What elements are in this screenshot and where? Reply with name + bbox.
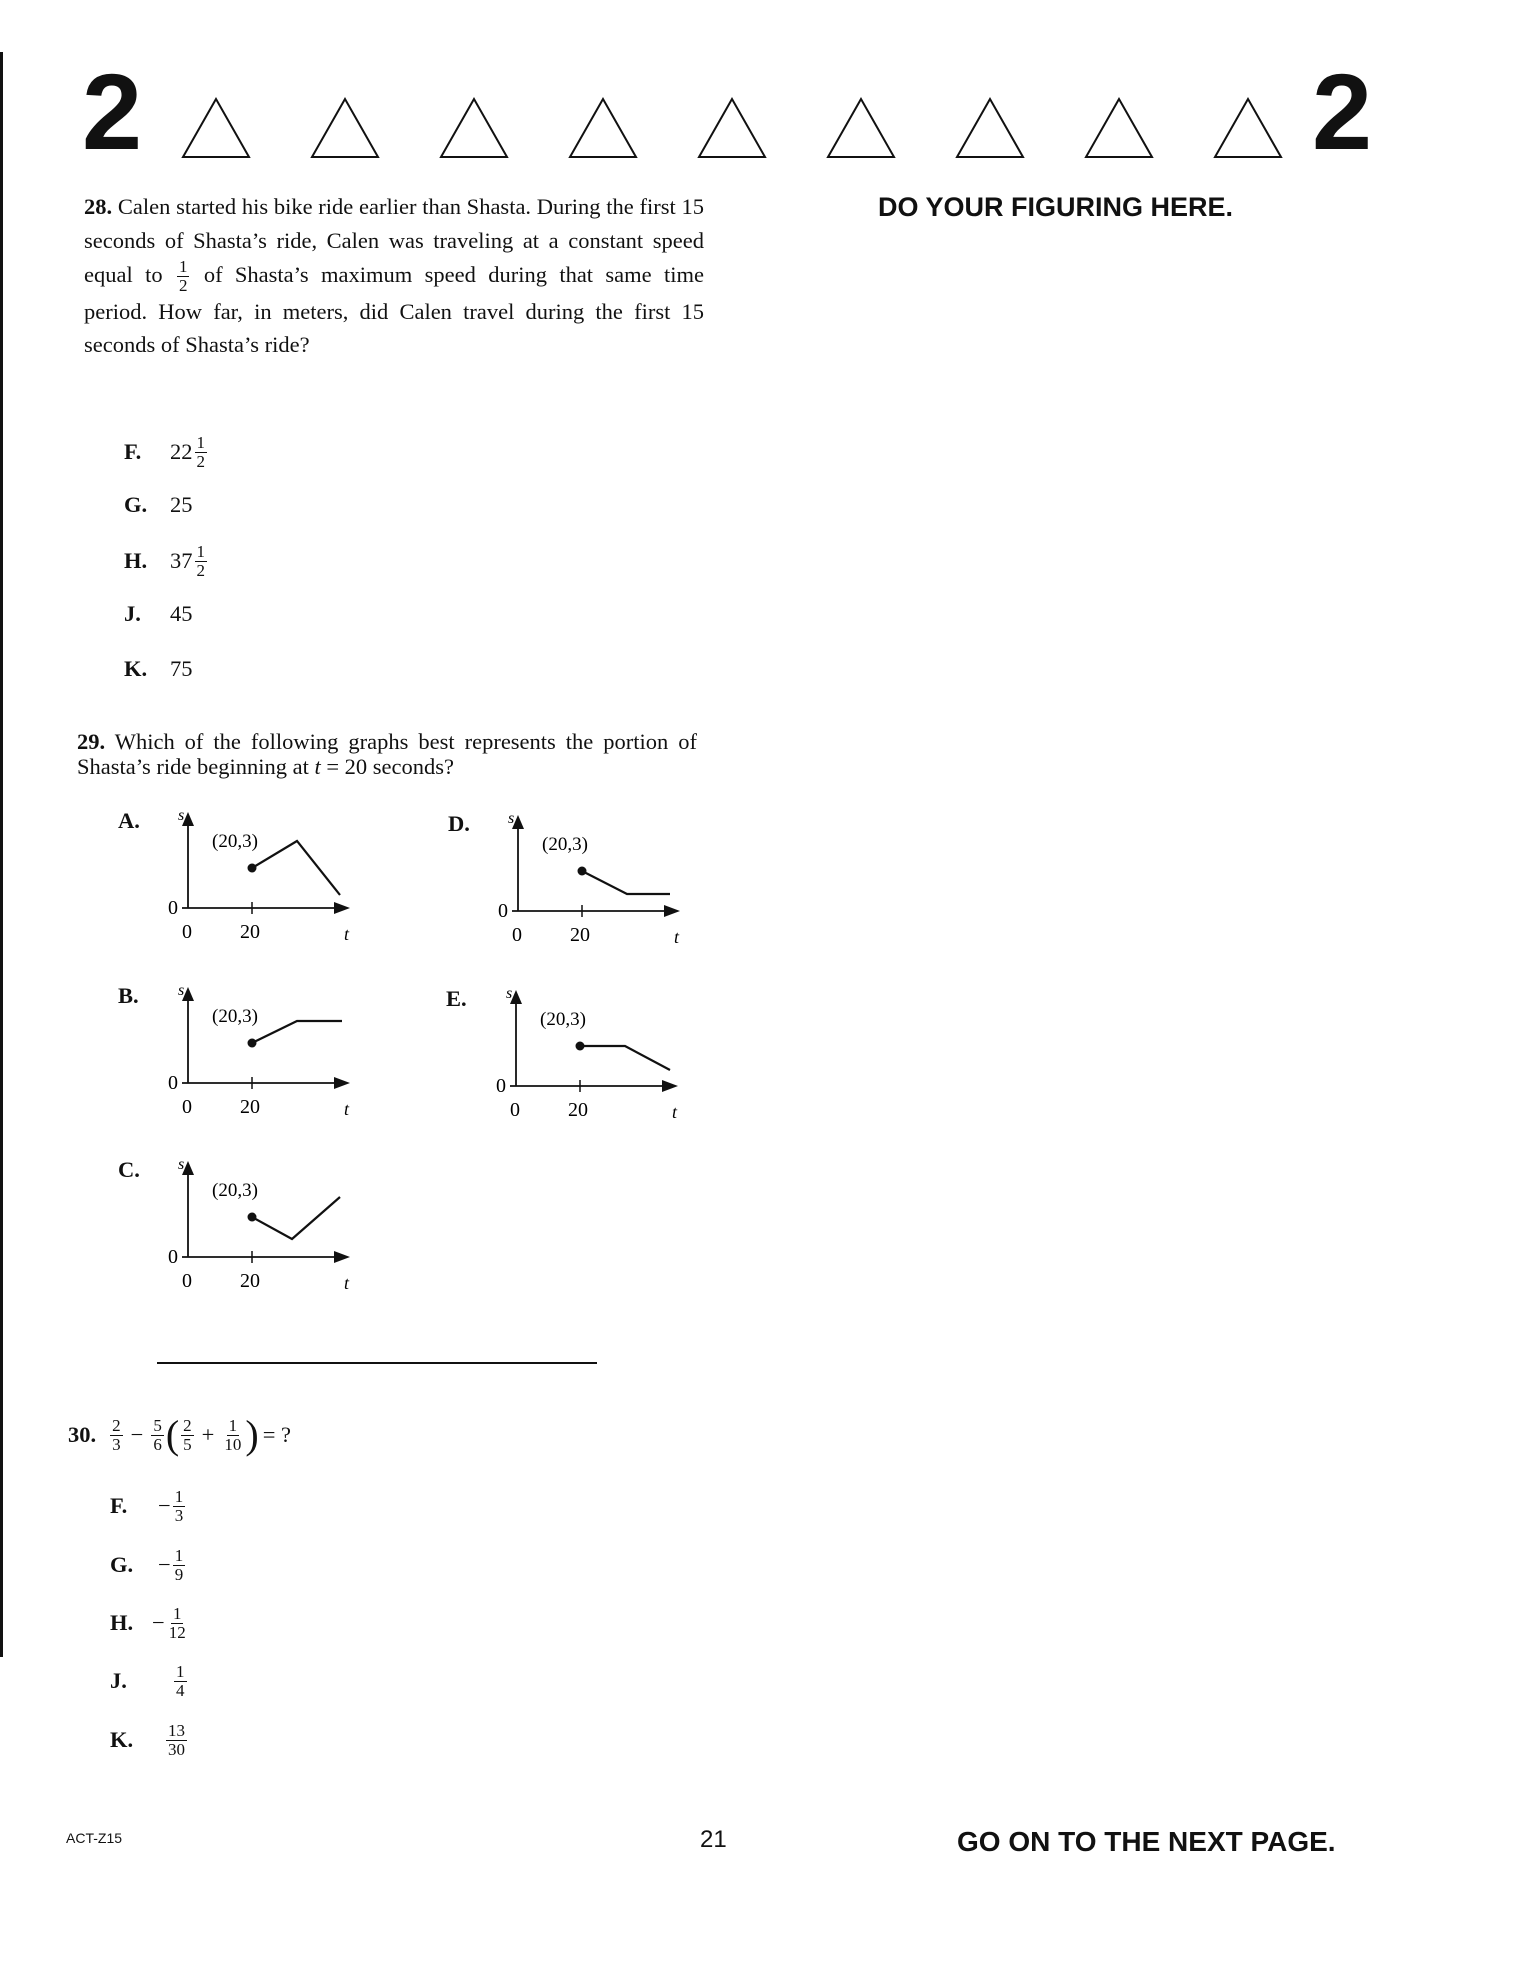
t-axis-arrow-icon bbox=[662, 1080, 678, 1092]
t-axis-label: t bbox=[674, 927, 680, 947]
choice-28-f[interactable] bbox=[124, 434, 209, 471]
x-tick-label: 20 bbox=[240, 1096, 260, 1118]
triangle-icon bbox=[312, 99, 378, 157]
s-axis-label: s bbox=[508, 810, 515, 827]
choice-label: H. bbox=[124, 548, 148, 574]
choice-30-j[interactable] bbox=[110, 1663, 189, 1700]
graph-label: E. bbox=[446, 986, 467, 1011]
section-number-right: 2 bbox=[1312, 51, 1373, 172]
question-30 bbox=[68, 1412, 291, 1457]
triangle-icon bbox=[699, 99, 765, 157]
t-axis-label: t bbox=[344, 1273, 350, 1293]
question-28 bbox=[84, 190, 704, 362]
fraction-denominator: 12 bbox=[168, 1622, 186, 1642]
expr-right-paren: ) bbox=[245, 1412, 259, 1457]
point-label: (20,3) bbox=[212, 1180, 258, 1201]
graph-curve bbox=[582, 871, 670, 894]
form-code: ACT-Z15 bbox=[66, 1830, 123, 1846]
choice-label: J. bbox=[124, 601, 141, 626]
graph-plot bbox=[488, 980, 728, 1130]
start-point bbox=[248, 1039, 257, 1048]
point-label: (20,3) bbox=[212, 831, 258, 852]
expr-equals: = ? bbox=[262, 1422, 291, 1448]
s-axis-label: s bbox=[178, 1156, 185, 1173]
graph-label: D. bbox=[448, 811, 470, 836]
t-axis-label: t bbox=[672, 1102, 678, 1122]
fraction-numerator: 1 bbox=[178, 257, 188, 276]
question-stem: Calen started his bike ride earlier than Shasta. During the first 15 seconds of Shasta’s ride, Calen was traveling at a constant speed equal to bbox=[84, 194, 704, 287]
expr-fraction-d bbox=[222, 1417, 243, 1454]
t-axis-label: t bbox=[344, 1099, 350, 1119]
y-origin-tick-label: 0 bbox=[496, 1075, 506, 1097]
expr-minus: − bbox=[130, 1422, 144, 1448]
choice-label: G. bbox=[110, 1552, 134, 1578]
x-origin-tick-label: 0 bbox=[182, 1270, 192, 1292]
fraction-denominator: 5 bbox=[183, 1434, 192, 1454]
expr-fraction-a bbox=[110, 1417, 123, 1454]
fraction-denominator: 30 bbox=[168, 1739, 185, 1759]
question-stem: Which of the following graphs best represents the portion of Shasta’s ride beginning at bbox=[77, 729, 697, 779]
x-tick-label: 20 bbox=[568, 1099, 588, 1121]
triangle-icon bbox=[957, 99, 1023, 157]
start-point bbox=[248, 1213, 257, 1222]
question-separator bbox=[157, 1362, 597, 1364]
choice-fraction bbox=[173, 1547, 186, 1584]
y-origin-tick-label: 0 bbox=[168, 1246, 178, 1268]
x-origin-tick-label: 0 bbox=[512, 924, 522, 946]
choice-sign: − bbox=[158, 1552, 171, 1578]
start-point bbox=[578, 867, 587, 876]
choice-fraction bbox=[166, 1722, 187, 1759]
left-margin-rule bbox=[0, 52, 3, 1657]
graph-curve bbox=[252, 1021, 342, 1043]
fraction-numerator: 1 bbox=[228, 1415, 238, 1435]
point-label: (20,3) bbox=[540, 1009, 586, 1030]
fraction-numerator: 2 bbox=[112, 1415, 121, 1435]
choice-label: K. bbox=[110, 1727, 134, 1753]
fraction-numerator: 2 bbox=[183, 1415, 192, 1435]
figuring-note: DO YOUR FIGURING HERE. bbox=[878, 192, 1234, 222]
page-number: 21 bbox=[700, 1826, 727, 1853]
fraction-denominator: 2 bbox=[196, 451, 205, 471]
y-origin-tick-label: 0 bbox=[498, 900, 508, 922]
triangle-icon bbox=[441, 99, 507, 157]
question-stem-cont: of Shasta’s maximum speed during that same time period. How far, in meters, did Calen travel during the first 15 seconds of Shasta’s ride? bbox=[84, 261, 704, 358]
choice-whole: 22 bbox=[170, 439, 193, 465]
stem-fraction bbox=[177, 258, 190, 295]
choice-label: H. bbox=[110, 1610, 134, 1636]
choice-30-f[interactable] bbox=[110, 1488, 187, 1525]
choice-30-h[interactable] bbox=[110, 1605, 190, 1642]
continue-instruction: GO ON TO THE NEXT PAGE. bbox=[957, 1826, 1336, 1857]
t-axis-label: t bbox=[344, 924, 350, 944]
choice-label: F. bbox=[110, 1493, 128, 1519]
fraction-numerator: 5 bbox=[153, 1415, 162, 1435]
choice-value: 25 bbox=[170, 492, 193, 517]
question-number: 28. bbox=[84, 194, 113, 219]
fraction-denominator: 2 bbox=[196, 560, 205, 580]
s-axis-label: s bbox=[178, 982, 185, 999]
graph-plot bbox=[160, 977, 400, 1127]
choice-sign: − bbox=[158, 1493, 171, 1519]
x-tick-label: 20 bbox=[570, 924, 590, 946]
y-origin-tick-label: 0 bbox=[168, 897, 178, 919]
t-axis-arrow-icon bbox=[334, 1251, 350, 1263]
expr-fraction-c bbox=[181, 1417, 194, 1454]
stem-variable: t bbox=[314, 753, 321, 779]
triangle-row bbox=[180, 95, 1300, 165]
fraction-denominator: 3 bbox=[112, 1434, 121, 1454]
x-tick-label: 20 bbox=[240, 921, 260, 943]
fraction-numerator: 1 bbox=[196, 542, 205, 561]
choice-28-h[interactable] bbox=[124, 543, 209, 580]
choice-30-k[interactable] bbox=[110, 1722, 189, 1759]
choice-value: 45 bbox=[170, 601, 193, 626]
graph-plot bbox=[160, 802, 400, 952]
fraction-numerator: 1 bbox=[196, 433, 205, 452]
fraction-denominator: 2 bbox=[178, 275, 188, 295]
t-axis-arrow-icon bbox=[334, 902, 350, 914]
fraction-denominator: 4 bbox=[176, 1680, 185, 1700]
graph-curve bbox=[252, 841, 340, 895]
question-number: 30. bbox=[68, 1422, 97, 1448]
graph-plot bbox=[160, 1151, 400, 1301]
expr-plus: + bbox=[201, 1422, 215, 1448]
point-label: (20,3) bbox=[542, 834, 588, 855]
point-label: (20,3) bbox=[212, 1006, 258, 1027]
fraction-numerator: 1 bbox=[176, 1662, 185, 1681]
question-stem-cont: = 20 seconds? bbox=[326, 753, 455, 779]
choice-30-g[interactable] bbox=[110, 1547, 187, 1584]
choice-label: F. bbox=[124, 439, 142, 465]
choice-label: K. bbox=[124, 656, 148, 681]
triangle-icon bbox=[1215, 99, 1281, 157]
fraction-numerator: 1 bbox=[172, 1604, 182, 1623]
triangle-icon bbox=[570, 99, 636, 157]
start-point bbox=[248, 864, 257, 873]
choice-whole: 37 bbox=[170, 548, 193, 574]
graph-plot bbox=[490, 805, 730, 955]
choice-value: 75 bbox=[170, 656, 193, 681]
choice-fraction bbox=[174, 1663, 187, 1700]
graph-label: C. bbox=[118, 1157, 140, 1182]
fraction-numerator: 1 bbox=[174, 1487, 184, 1506]
fraction-numerator: 1 bbox=[174, 1546, 184, 1565]
graph-curve bbox=[580, 1046, 670, 1070]
fraction-denominator: 9 bbox=[174, 1564, 184, 1584]
expr-fraction-b bbox=[151, 1417, 164, 1454]
choice-fraction bbox=[195, 434, 208, 471]
choice-28-k[interactable] bbox=[124, 656, 193, 682]
fraction-denominator: 6 bbox=[153, 1434, 162, 1454]
t-axis-arrow-icon bbox=[334, 1077, 350, 1089]
choice-sign: − bbox=[152, 1610, 165, 1636]
graph-curve bbox=[252, 1197, 340, 1239]
x-origin-tick-label: 0 bbox=[182, 1096, 192, 1118]
choice-28-g[interactable] bbox=[124, 492, 193, 518]
section-number-left: 2 bbox=[82, 51, 143, 172]
x-tick-label: 20 bbox=[240, 1270, 260, 1292]
choice-28-j[interactable] bbox=[124, 601, 193, 627]
choice-label: G. bbox=[124, 492, 148, 517]
x-origin-tick-label: 0 bbox=[182, 921, 192, 943]
question-29 bbox=[77, 730, 697, 780]
s-axis-label: s bbox=[506, 985, 513, 1002]
t-axis-arrow-icon bbox=[664, 905, 680, 917]
graph-label: B. bbox=[118, 983, 139, 1008]
graph-label: A. bbox=[118, 808, 140, 833]
choice-fraction bbox=[173, 1488, 186, 1525]
x-origin-tick-label: 0 bbox=[510, 1099, 520, 1121]
triangle-icon bbox=[1086, 99, 1152, 157]
choice-fraction bbox=[195, 543, 208, 580]
expr-left-paren: ( bbox=[165, 1412, 180, 1457]
s-axis-label: s bbox=[178, 807, 185, 824]
triangle-icon bbox=[183, 99, 249, 157]
fraction-numerator: 13 bbox=[168, 1721, 185, 1740]
fraction-denominator: 3 bbox=[174, 1505, 184, 1525]
choice-label: J. bbox=[110, 1668, 127, 1694]
question-number: 29. bbox=[77, 729, 106, 754]
fraction-denominator: 10 bbox=[224, 1434, 242, 1454]
y-origin-tick-label: 0 bbox=[168, 1072, 178, 1094]
start-point bbox=[576, 1042, 585, 1051]
choice-fraction bbox=[167, 1605, 188, 1642]
triangle-icon bbox=[828, 99, 894, 157]
